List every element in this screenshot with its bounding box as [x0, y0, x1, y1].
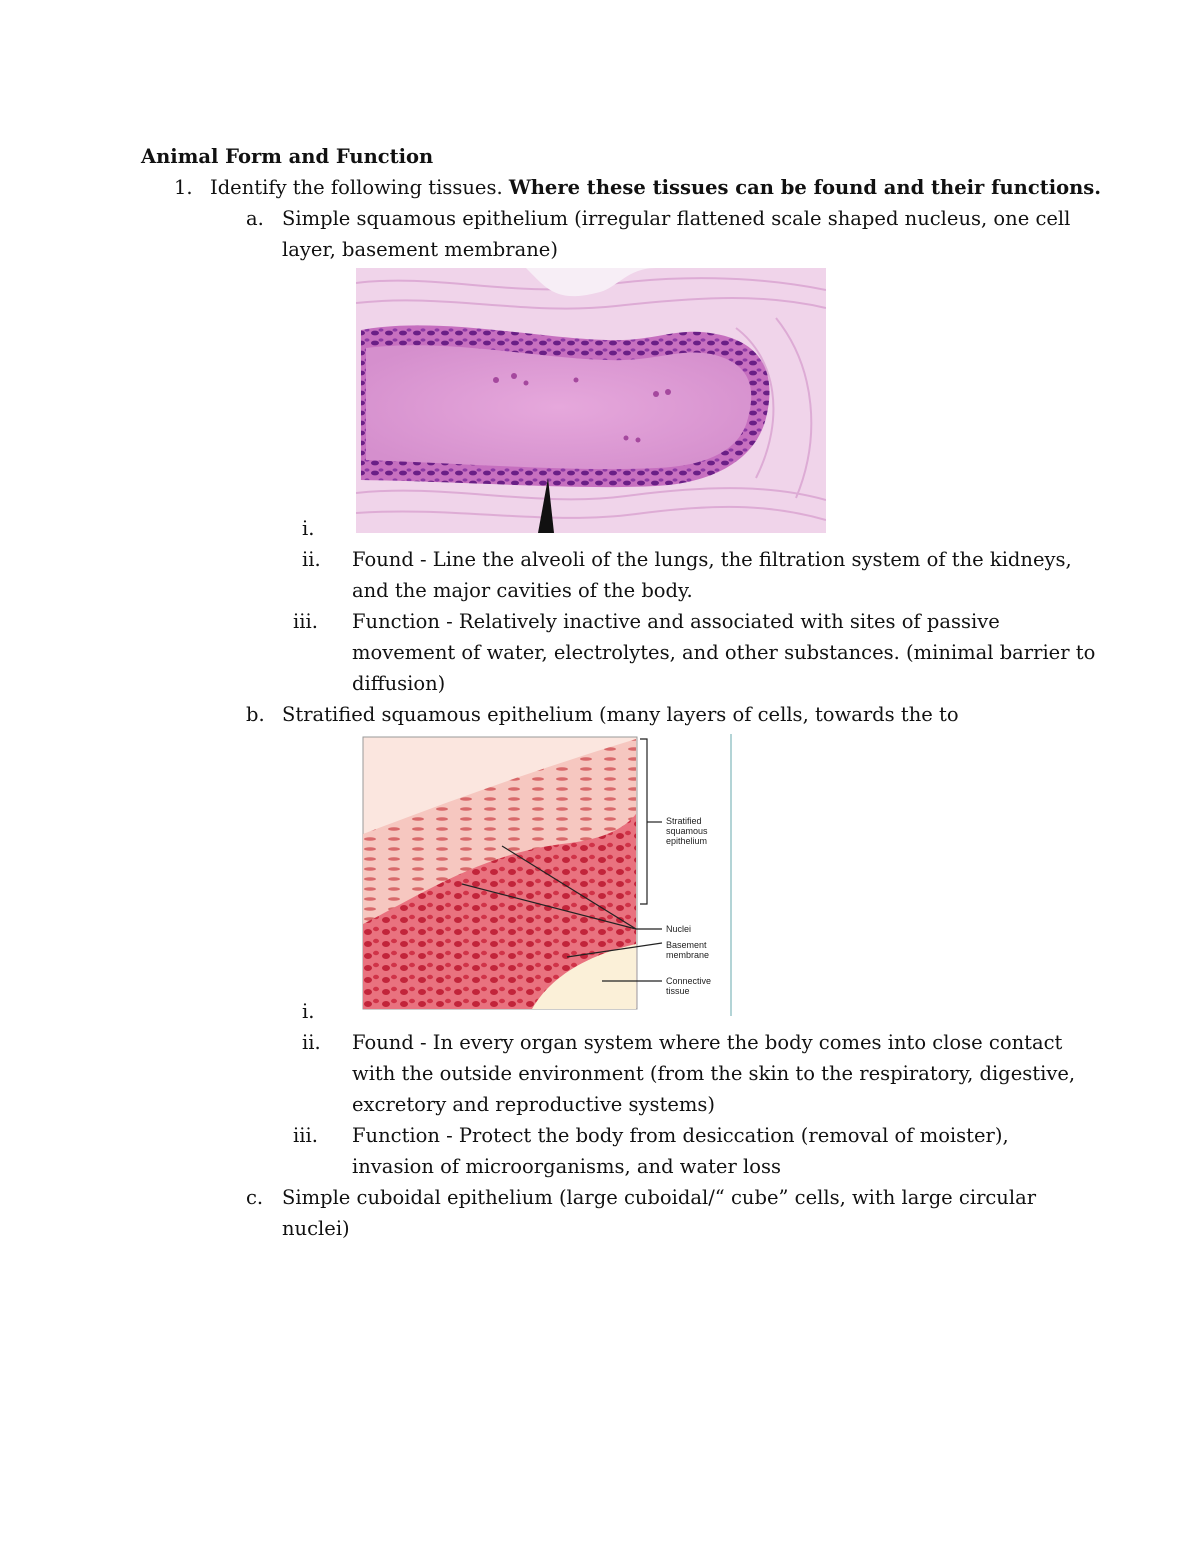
question-number: 1. — [174, 176, 193, 199]
item-b-function-line1: Function - Protect the body from desiccation (removal of moister), — [352, 1124, 1009, 1147]
item-a-found-line2: and the major cavities of the body. — [352, 579, 693, 602]
item-a-sub-iii-marker: iii. — [293, 610, 318, 633]
page-title: Animal Form and Function — [141, 145, 434, 168]
item-a-marker: a. — [246, 207, 264, 230]
item-a-function-line2: movement of water, electrolytes, and other substances. (minimal barrier to — [352, 641, 1096, 664]
simple-squamous-micrograph — [356, 268, 826, 533]
item-a-function-line3: diffusion) — [352, 672, 446, 695]
item-c-line2: nuclei) — [282, 1217, 350, 1240]
item-a-function-line1: Function - Relatively inactive and associated with sites of passive — [352, 610, 1000, 633]
item-a-line2: layer, basement membrane) — [282, 238, 558, 261]
item-b-found-line2: with the outside environment (from the skin to the respiratory, digestive, — [352, 1062, 1076, 1085]
label-stratified: Stratified squamous epithelium — [666, 816, 708, 846]
item-b-function-line2: invasion of microorganisms, and water loss — [352, 1155, 781, 1178]
item-b-marker: b. — [246, 703, 265, 726]
item-a-sub-i-marker: i. — [302, 517, 315, 540]
question-text-bold: Where these tissues can be found and their functions. — [508, 176, 1102, 199]
item-a-sub-ii-marker: ii. — [302, 548, 321, 571]
item-b-line1: Stratified squamous epithelium (many layers of cells, towards the to — [282, 703, 959, 726]
item-c-marker: c. — [246, 1186, 264, 1209]
stratified-squamous-figure — [362, 734, 734, 1016]
item-b-found-line3: excretory and reproductive systems) — [352, 1093, 716, 1116]
item-b-sub-iii-marker: iii. — [293, 1124, 318, 1147]
item-c-line1: Simple cuboidal epithelium (large cuboidal/“ cube” cells, with large circular — [282, 1186, 1037, 1209]
item-b-found-line1: Found - In every organ system where the body comes into close contact — [352, 1031, 1063, 1054]
item-a-found-line1: Found - Line the alveoli of the lungs, the filtration system of the kidneys, — [352, 548, 1072, 571]
question-text — [210, 172, 1101, 203]
item-b-sub-ii-marker: ii. — [302, 1031, 321, 1054]
label-connective-tissue: Connective tissue — [666, 976, 712, 996]
item-a-line1: Simple squamous epithelium (irregular flattened scale shaped nucleus, one cell — [282, 207, 1071, 230]
label-basement-membrane: Basement membrane — [666, 940, 710, 960]
label-nuclei: Nuclei — [666, 924, 692, 934]
item-b-sub-i-marker: i. — [302, 1000, 315, 1023]
question-text-plain: Identify the following tissues. — [210, 176, 509, 199]
